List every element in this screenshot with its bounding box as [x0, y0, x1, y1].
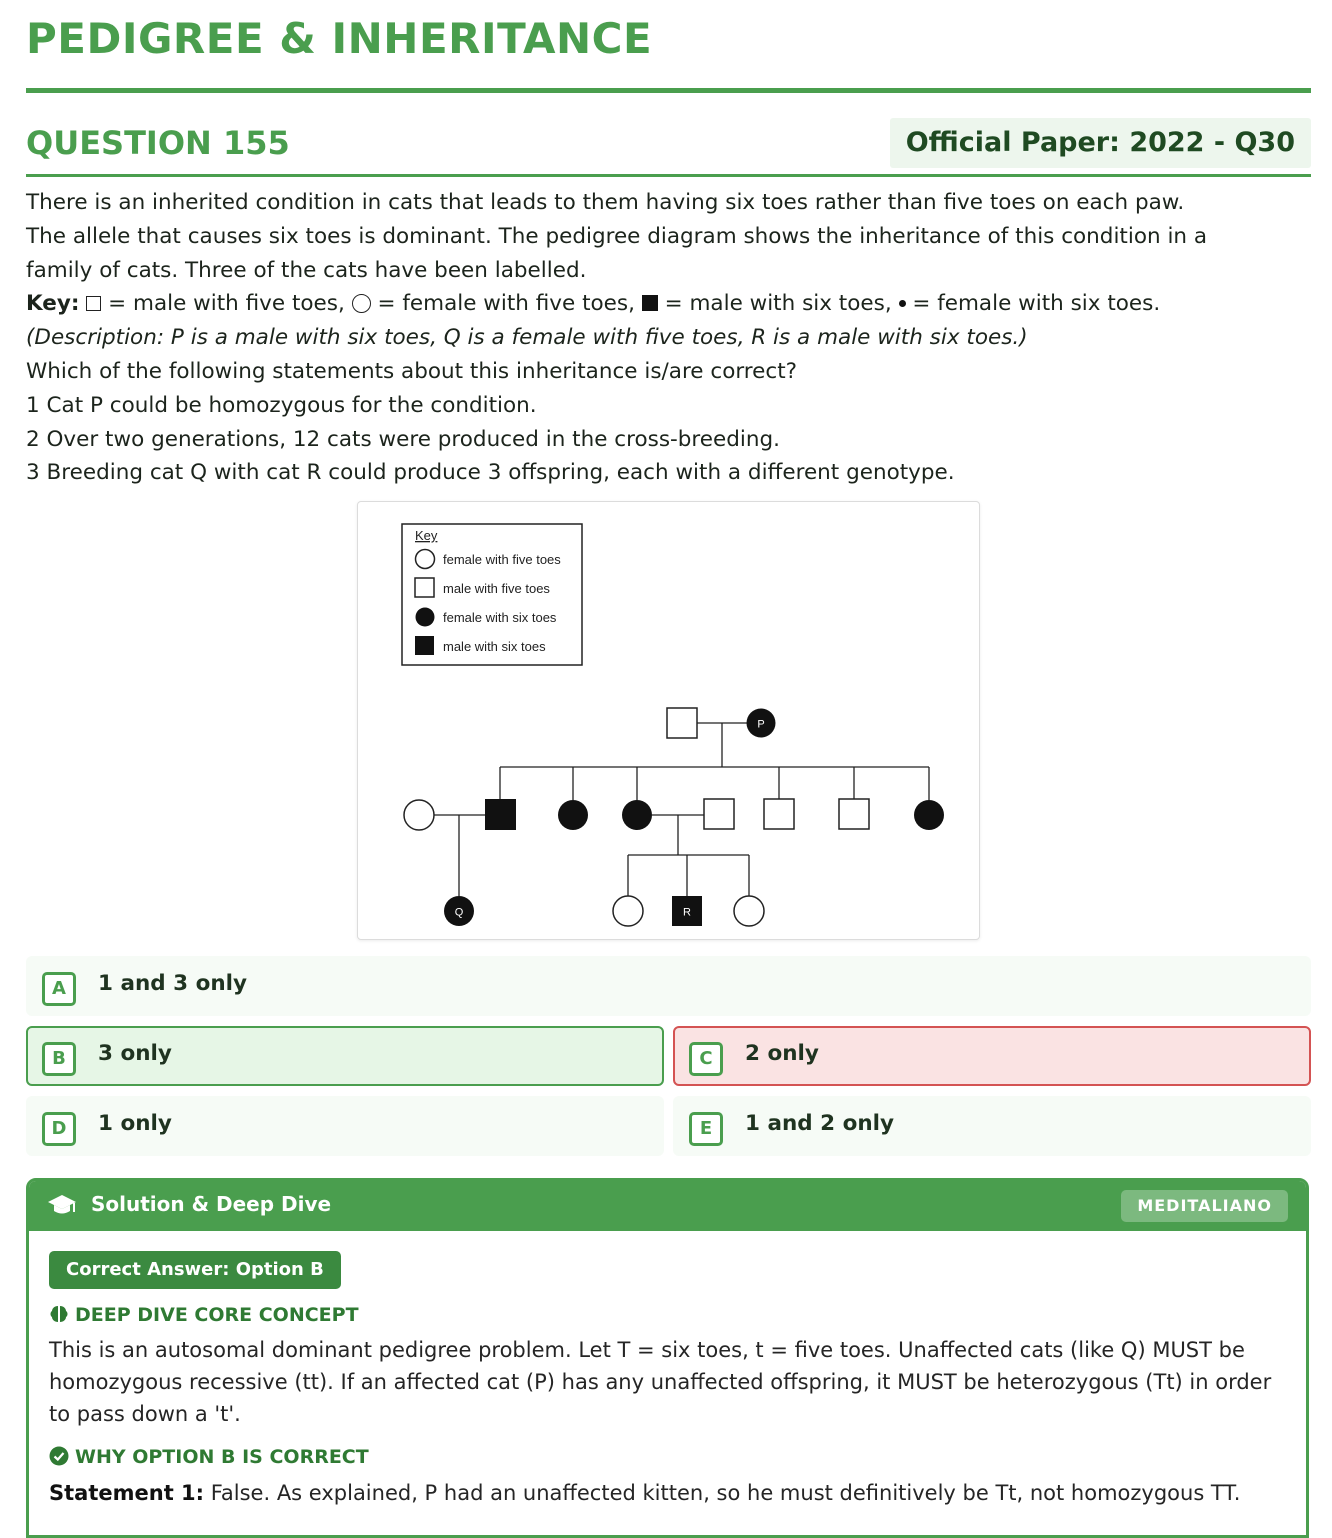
statement-1-label: Statement 1:: [49, 1481, 205, 1505]
kitten-female-five-toes: [734, 896, 764, 926]
female-six-toes-icon: [899, 300, 906, 307]
statement-2: 2 Over two generations, 12 cats were produced in the cross-breeding.: [26, 426, 780, 452]
statement-3: 3 Breeding cat Q with cat R could produce 3 offspring, each with a different genotype.: [26, 460, 955, 486]
solution-panel: [26, 1178, 1309, 1538]
solution-header: [29, 1181, 1306, 1231]
son-male-five-toes: [764, 799, 794, 829]
question-header: [26, 118, 1311, 170]
daughter-female-six-toes: [914, 800, 944, 830]
paper-badge: Official Paper: 2022 - Q30: [890, 118, 1311, 168]
option-text: 1 only: [98, 1111, 172, 1136]
why-correct-heading-text: WHY OPTION B IS CORRECT: [75, 1446, 369, 1468]
key-male-six-toes-icon: [415, 636, 434, 655]
key-male-five-toes-icon: [415, 578, 434, 597]
option-letter: C: [689, 1042, 723, 1076]
image-description: (Description: P is a male with six toes, Q is a female with five toes, R is a male with six toes.): [26, 325, 1028, 351]
statement-1-text: False. As explained, P had an unaffected kitten, so he must definitively be Tt, not homozygous TT.: [210, 1481, 1241, 1505]
option-letter: E: [689, 1112, 723, 1146]
option-a[interactable]: [26, 956, 1311, 1016]
key-label: Key:: [26, 291, 80, 317]
key-part: = male with six toes,: [664, 291, 892, 317]
core-concept-heading: [49, 1304, 359, 1326]
why-correct-heading: [49, 1446, 369, 1468]
pedigree-diagram: [357, 501, 980, 940]
key-line: [26, 287, 1311, 321]
graduation-cap-icon: [47, 1193, 77, 1217]
option-text: 3 only: [98, 1041, 172, 1066]
correct-answer-badge: Correct Answer: Option B: [49, 1251, 341, 1289]
key-female-six-toes-icon: [416, 608, 435, 627]
option-c[interactable]: [673, 1026, 1311, 1086]
son-male-six-toes: [485, 799, 516, 830]
brain-icon: [49, 1304, 69, 1324]
key-item: female with five toes: [443, 552, 561, 567]
kitten-female-five-toes: [613, 896, 643, 926]
statement-1-explanation: [49, 1477, 1289, 1509]
brand-badge: MEDITALIANO: [1121, 1190, 1288, 1222]
question-divider: [26, 174, 1311, 177]
option-b[interactable]: [26, 1026, 664, 1086]
son-male-five-toes: [839, 799, 869, 829]
key-item: female with six toes: [443, 610, 557, 625]
stem-line: The allele that causes six toes is dominant. The pedigree diagram shows the inheritance of this condition in a: [26, 223, 1208, 249]
option-text: 1 and 2 only: [745, 1111, 895, 1136]
daughter-female-six-toes: [622, 800, 652, 830]
daughter-female-six-toes: [558, 800, 588, 830]
female-five-toes-icon: [352, 294, 371, 313]
topic-title: PEDIGREE & INHERITANCE: [26, 14, 653, 63]
key-part: = female with six toes.: [912, 291, 1161, 317]
cat-p-label: P: [757, 718, 765, 731]
key-item: male with five toes: [443, 581, 550, 596]
core-concept-heading-text: DEEP DIVE CORE CONCEPT: [75, 1304, 359, 1326]
cat-q-label: Q: [454, 906, 464, 919]
key-item: male with six toes: [443, 639, 546, 654]
solution-title: Solution & Deep Dive: [91, 1192, 332, 1216]
option-letter: B: [42, 1042, 76, 1076]
question-number: QUESTION 155: [26, 124, 290, 162]
option-e[interactable]: [673, 1096, 1311, 1156]
option-d[interactable]: [26, 1096, 664, 1156]
option-letter: D: [42, 1112, 76, 1146]
question-prompt: Which of the following statements about this inheritance is/are correct?: [26, 358, 798, 384]
check-circle-icon: [49, 1446, 69, 1466]
mate-female-five-toes: [404, 800, 434, 830]
male-six-toes-icon: [642, 295, 658, 311]
option-text: 1 and 3 only: [98, 971, 248, 996]
cat-r-label: R: [683, 906, 691, 919]
key-part: = male with five toes,: [108, 291, 345, 317]
mate-male-five-toes: [704, 799, 734, 829]
question-stem: [26, 186, 1311, 490]
key-part: = female with five toes,: [377, 291, 635, 317]
option-text: 2 only: [745, 1041, 819, 1066]
core-concept-text: This is an autosomal dominant pedigree problem. Let T = six toes, t = five toes. Unaffected cats (like Q) MUST be homozygous recessive (tt). If an affected cat (P) has any unaffected offspring, it MUST be heterozygous (Tt) in order to pass down a 't'.: [49, 1338, 1272, 1426]
male-five-toes-icon: [86, 296, 101, 311]
stem-line: There is an inherited condition in cats that leads to them having six toes rather than five toes on each paw.: [26, 190, 1185, 215]
grandsire-male-five-toes: [667, 708, 697, 738]
stem-line: family of cats. Three of the cats have been labelled.: [26, 257, 587, 283]
key-title: Key: [415, 528, 438, 543]
topic-divider: [26, 88, 1311, 93]
key-female-five-toes-icon: [416, 550, 435, 569]
statement-1: 1 Cat P could be homozygous for the condition.: [26, 392, 537, 418]
pedigree-svg: [358, 502, 979, 939]
option-letter: A: [42, 972, 76, 1006]
